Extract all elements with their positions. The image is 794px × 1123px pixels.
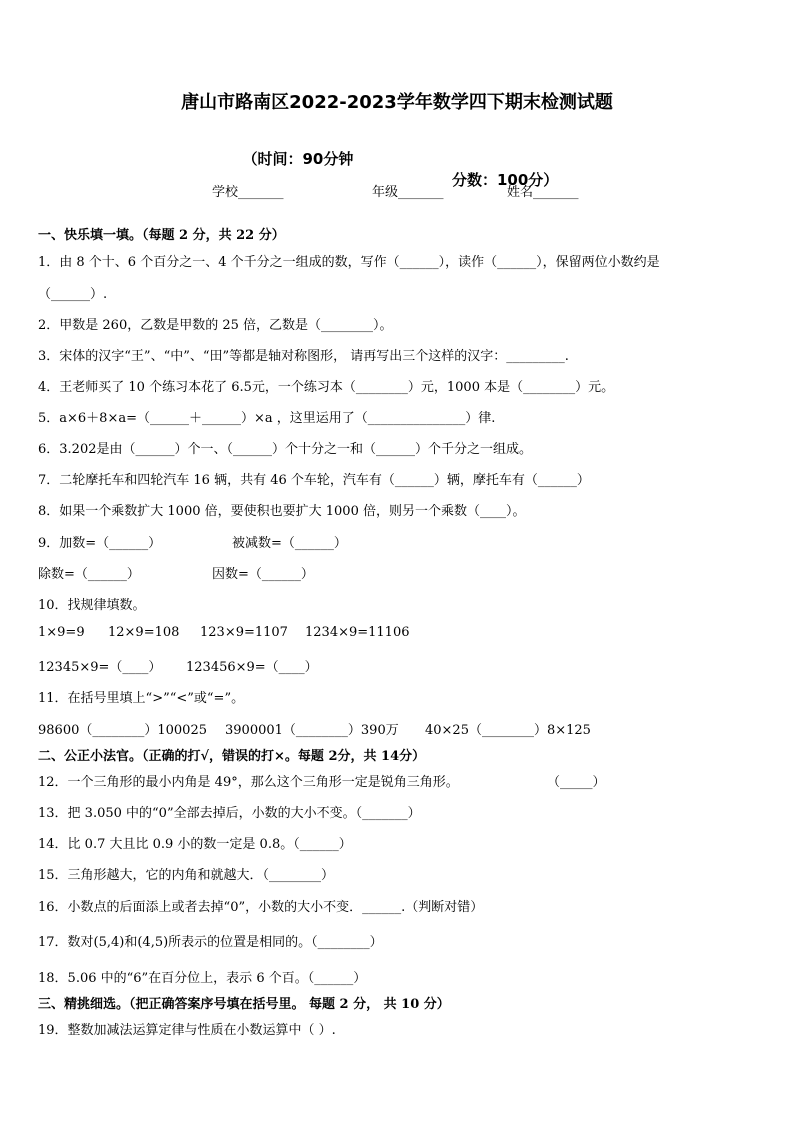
page-title: 唐山市路南区2022-2023学年数学四下期末检测试题	[181, 92, 613, 113]
question-8: 8．如果一个乘数扩大 1000 倍，要使积也要扩大 1000 倍，则另一个乘数（____）。	[38, 504, 526, 519]
section-heading: 二、公正小法官。（正确的打√，错误的打×。每题 2分，共 14分）	[38, 749, 426, 764]
question-18: 18．5.06 中的“6”在百分位上，表示 6 个百。（______）	[38, 971, 367, 986]
question-9-part: 被减数=（______）	[232, 536, 347, 551]
exam-score: 分数：100分）	[452, 171, 559, 189]
pattern-item: 12×9=108	[108, 625, 180, 640]
pattern-item: 1×9=9	[38, 625, 85, 640]
compare-item: 98600（________）100025	[38, 723, 207, 738]
section-heading: 一、快乐填一填。（每题 2 分，共 22 分）	[38, 228, 285, 243]
question-6: 6．3.202是由（______）个一、（______）个十分之一和（______）个千分之一组成。	[38, 442, 532, 457]
compare-item: 3900001（________）390万	[225, 723, 399, 738]
question-13: 13．把 3.050 中的“0”全部去掉后，小数的大小不变。（_______）	[38, 806, 421, 821]
question-5: 5．a×6＋8×a=（______＋______）×a ，这里运用了（_______________）律.	[38, 411, 496, 426]
exam-time: （时间：90分钟	[242, 150, 354, 168]
name-field: 姓名_______	[507, 185, 579, 200]
question-1-cont: （______）.	[38, 287, 108, 302]
question-2: 2．甲数是 260，乙数是甲数的 25 倍，乙数是（________）。	[38, 318, 393, 333]
question-12-answer: （_____）	[547, 775, 606, 790]
exam-meta	[232, 130, 559, 189]
question-9-part: 因数=（______）	[212, 567, 314, 582]
question-10: 10．找规律填数。	[38, 598, 146, 613]
pattern-item: 12345×9=（____）	[38, 660, 162, 675]
question-9: 9．加数=（______）	[38, 536, 162, 551]
pattern-item: 123456×9=（____）	[186, 660, 318, 675]
compare-item: 40×25（________）8×125	[425, 723, 591, 738]
question-4: 4．王老师买了 10 个练习本花了 6.5元，一个练习本（________）元，1000 本是（________）元。	[38, 380, 615, 395]
question-12: 12．一个三角形的最小内角是 49°，那么这个三角形一定是锐角三角形。	[38, 775, 459, 790]
pattern-item: 123×9=1107	[200, 625, 288, 640]
grade-field: 年级_______	[372, 185, 444, 200]
section-heading: 三、精挑细选。（把正确答案序号填在括号里。 每题 2 分， 共 10 分）	[38, 997, 450, 1012]
question-1: 1．由 8 个十、6 个百分之一、4 个千分之一组成的数，写作（______），读作（______），保留两位小数约是	[38, 255, 660, 270]
question-11: 11．在括号里填上“>”“<”或“=”。	[38, 691, 245, 706]
school-field: 学校_______	[212, 185, 284, 200]
question-16: 16．小数点的后面添上或者去掉“0”，小数的大小不变．______.（判断对错）	[38, 900, 484, 915]
pattern-item: 1234×9=11106	[305, 625, 410, 640]
question-17: 17．数对(5,4)和(4,5)所表示的位置是相同的。（________）	[38, 935, 383, 950]
question-14: 14．比 0.7 大且比 0.9 小的数一定是 0.8。（______）	[38, 837, 352, 852]
question-3: 3．宋体的汉字“王”、“中”、“田”等都是轴对称图形， 请再写出三个这样的汉字：_________.	[38, 349, 569, 364]
question-9-part: 除数=（______）	[38, 567, 140, 582]
question-7: 7．二轮摩托车和四轮汽车 16 辆，共有 46 个车轮，汽车有（______）辆，摩托车有（______）	[38, 473, 590, 488]
question-19: 19．整数加减法运算定律与性质在小数运算中（ ）.	[38, 1023, 336, 1038]
question-15: 15．三角形越大，它的内角和就越大．（________）	[38, 868, 335, 883]
